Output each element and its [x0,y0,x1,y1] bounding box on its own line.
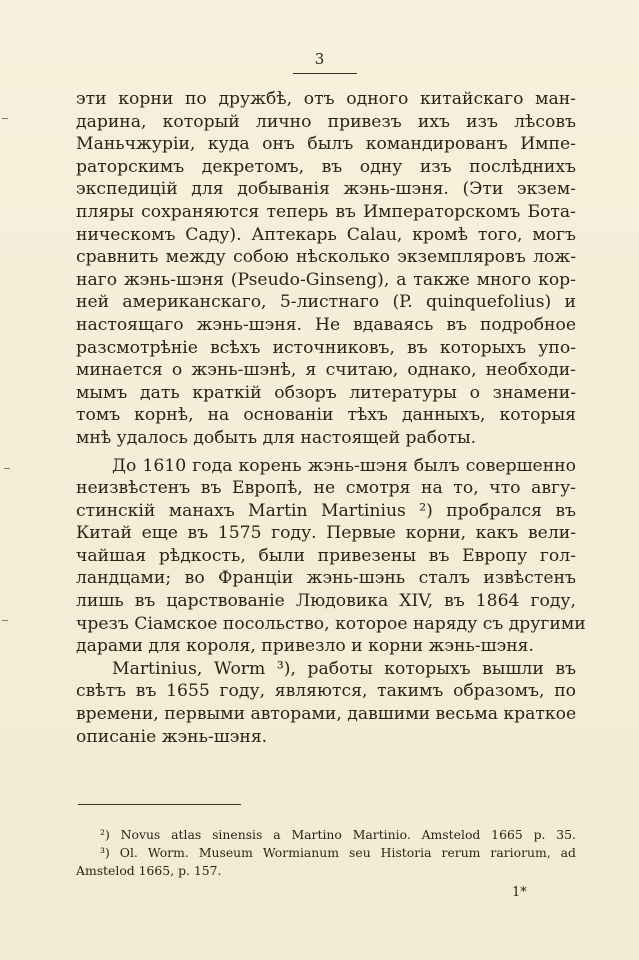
text-line: наго жэнь-шэня (Pseudo-Ginseng), а также много кор- [76,269,576,290]
text-line: чайшая рѣдкость, были привезены въ Европу гол- [76,545,576,566]
text-line: минается о жэнь-шэнѣ, я считаю, однако, необходи- [76,360,576,381]
text-line: дарина, который лично привезъ ихъ изъ лѣсовъ [76,111,576,132]
footnote-line: ³) Ol. Worm. Museum Wormianum seu Historia rerum rariorum, ad [100,845,576,860]
margin-mark [4,468,10,469]
text-line: Martinius, Worm ³), работы которыхъ вышли въ [112,658,576,679]
footnotes [76,826,576,880]
text-line: раторскимъ декретомъ, въ одну изъ послѣднихъ [76,156,576,177]
text-line: пляры сохраняются теперь въ Императорскомъ Бота- [76,201,576,222]
text-line: свѣтъ въ 1655 году, являются, такимъ образомъ, по [76,681,576,702]
text-line: Маньчжуріи, куда онъ былъ командированъ Импе- [76,134,576,155]
text-line: разсмотрѣніе всѣхъ источниковъ, въ которыхъ упо- [76,337,576,358]
printer-signature: 1* [512,885,527,900]
text-line: Китай еще въ 1575 году. Первые корни, какъ вели- [76,523,576,544]
text-line: лишь въ царствованіе Людовика XIV, въ 1864 году, [76,591,576,612]
main-text [76,88,586,748]
text-line: ней американскаго, 5-листнаго (P. quinquefolius) и [76,292,576,313]
text-line: мнѣ удалось добыть для настоящей работы. [76,427,477,448]
footnote-line: Amstelod 1665, p. 157. [76,863,222,878]
text-line: ландцами; во Франціи жэнь-шэнь сталъ извѣстенъ [76,568,576,589]
text-line: экспедицій для добыванія жэнь-шэня. (Эти экзем- [76,179,576,200]
page-number-rule [293,73,357,74]
text-line: неизвѣстенъ въ Европѣ, не смотря на то, что авгу- [76,478,576,499]
page-number: 3 [314,50,325,68]
text-line: эти корни по дружбѣ, отъ одного китайскаго ман- [76,89,576,109]
text-line: стинскій манахъ Martin Martinius ²) пробрался въ [76,500,576,521]
text-line: ническомъ Саду). Аптекарь Calau, кромѣ того, могъ [76,224,576,245]
margin-mark [2,620,8,621]
text-line: До 1610 года корень жэнь-шэня былъ совершенно [112,455,576,476]
text-line: сравнить между собою нѣсколько экземпляровъ лож- [76,247,576,268]
text-line: настоящаго жэнь-шэня. Не вдаваясь въ подробное [76,314,576,335]
text-line: описаніе жэнь-шэня. [76,726,268,747]
text-line: чрезъ Сіамское посольство, которое наряду съ другими [76,613,586,634]
footnote-rule [78,804,241,805]
text-line: мымъ дать краткій обзоръ литературы о знамени- [76,382,576,403]
footnote-line: ²) Novus atlas sinensis a Martino Martinio. Amstelod 1665 p. 35. [100,827,576,842]
text-line: томъ корнѣ, на основаніи тѣхъ данныхъ, которыя [76,405,576,426]
margin-mark [2,118,8,119]
text-line: времени, первыми авторами, давшими весьма краткое [76,704,577,725]
text-line: дарами для короля, привезло и корни жэнь-шэня. [76,636,534,657]
